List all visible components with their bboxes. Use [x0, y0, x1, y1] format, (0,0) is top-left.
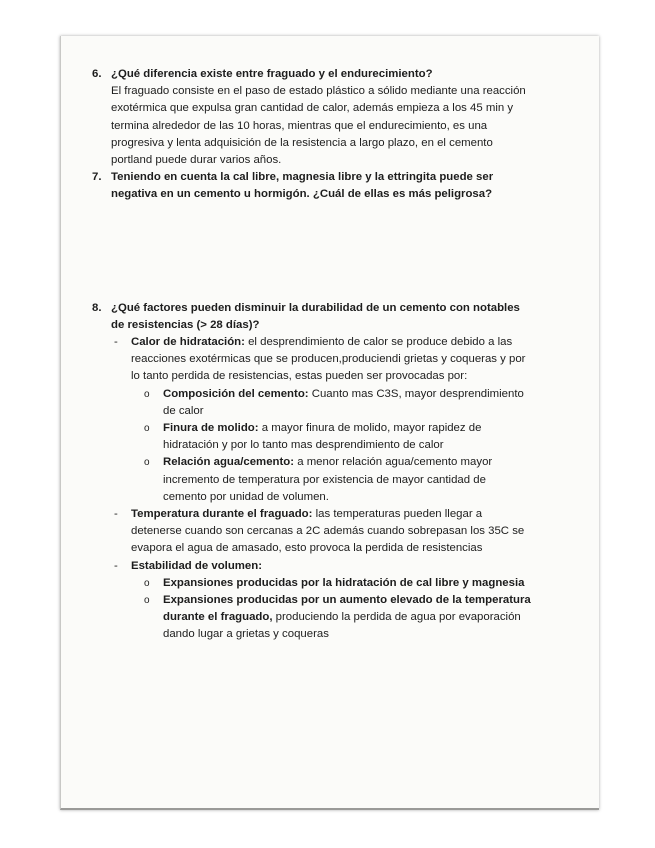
list-subitem-expansion-cal-magnesia: [111, 575, 532, 592]
circle-bullet-icon: o: [144, 577, 150, 589]
subitem-label: Expansiones producidas por la hidratación de cal libre y magnesia: [163, 576, 525, 589]
list-subitem-finura: [111, 420, 532, 454]
dash-bullet-icon: -: [114, 559, 118, 572]
circle-bullet-icon: o: [144, 457, 150, 469]
subitem-label: Expansiones producidas por un aumento elevado de la temperatura durante el fraguado,: [163, 594, 531, 624]
list-item-calor-hidratacion: [111, 334, 532, 386]
question-7-number: 7.: [92, 171, 102, 184]
question-6-number: 6.: [92, 68, 102, 80]
list-item-estabilidad-volumen: [111, 558, 532, 575]
document-body: [92, 66, 532, 644]
question-6: [92, 66, 532, 169]
list-subitem-expansion-temperatura: [111, 592, 532, 644]
subitem-label: Relación agua/cemento:: [163, 456, 295, 469]
item-text: las temperaturas pueden llegar a detenerse cuando son cercanas a 2C además cuando sobrepasan los 35C se evapora el agua de amasado, esto provoca la perdida de resistencias: [131, 508, 525, 555]
item-label: Calor de hidratación:: [131, 336, 245, 349]
question-8-title: ¿Qué factores pueden disminuir la durabilidad de un cemento con notables de resistencias (> 28 días)?: [111, 301, 520, 331]
question-7-title: Teniendo en cuenta la cal libre, magnesia libre y la ettringita puede ser negativa en un cemento u hormigón. ¿Cuál de ellas es más peligrosa?: [111, 171, 494, 201]
subitem-label: Composición del cemento:: [163, 387, 309, 400]
subitem-text: a mayor finura de molido, mayor rapidez de hidratación y por lo tanto mas desprendimiento de calor: [163, 422, 482, 452]
question-8-number: 8.: [92, 301, 102, 314]
subitem-label: Finura de molido:: [163, 422, 259, 435]
subitem-text: a menor relación agua/cemento mayor incremento de temperatura por existencia de mayor cantidad de cemento por unidad de volumen.: [163, 456, 493, 503]
question-6-title: ¿Qué diferencia existe entre fraguado y el endurecimiento?: [111, 68, 433, 80]
question-8: [92, 300, 532, 644]
item-label: Estabilidad de volumen:: [131, 559, 263, 572]
list-item-temperatura-fraguado: [111, 506, 532, 558]
subitem-text: Cuanto mas C3S, mayor desprendimiento de calor: [163, 387, 524, 417]
blank-space: [92, 204, 532, 300]
question-7: [92, 169, 532, 203]
item-text: el desprendimiento de calor se produce debido a las reacciones exotérmicas que se producen,produciendi grietas y coqueras y por lo tanto perdida de resistencias, estas pueden ser provocadas por:: [131, 336, 526, 383]
circle-bullet-icon: o: [144, 595, 150, 607]
dash-bullet-icon: -: [114, 336, 118, 349]
item-label: Temperatura durante el fraguado:: [131, 508, 313, 521]
circle-bullet-icon: o: [144, 423, 150, 435]
list-subitem-composicion: [111, 386, 532, 420]
subitem-text: produciendo la perdida de agua por evaporación dando lugar a grietas y coqueras: [163, 611, 521, 641]
list-subitem-relacion-agua-cemento: [111, 454, 532, 506]
question-6-answer: El fraguado consiste en el paso de estado plástico a sólido mediante una reacción exotérmica que expulsa gran cantidad de calor, además empieza a los 45 min y termina alrededor de las 10 horas, mientras que el endurecimiento, es una progresiva y lenta adquisición de la resistencia a largo plazo, en el cemento portland puede durar varios años.: [111, 85, 526, 167]
dash-bullet-icon: -: [114, 508, 118, 521]
circle-bullet-icon: o: [144, 388, 150, 400]
